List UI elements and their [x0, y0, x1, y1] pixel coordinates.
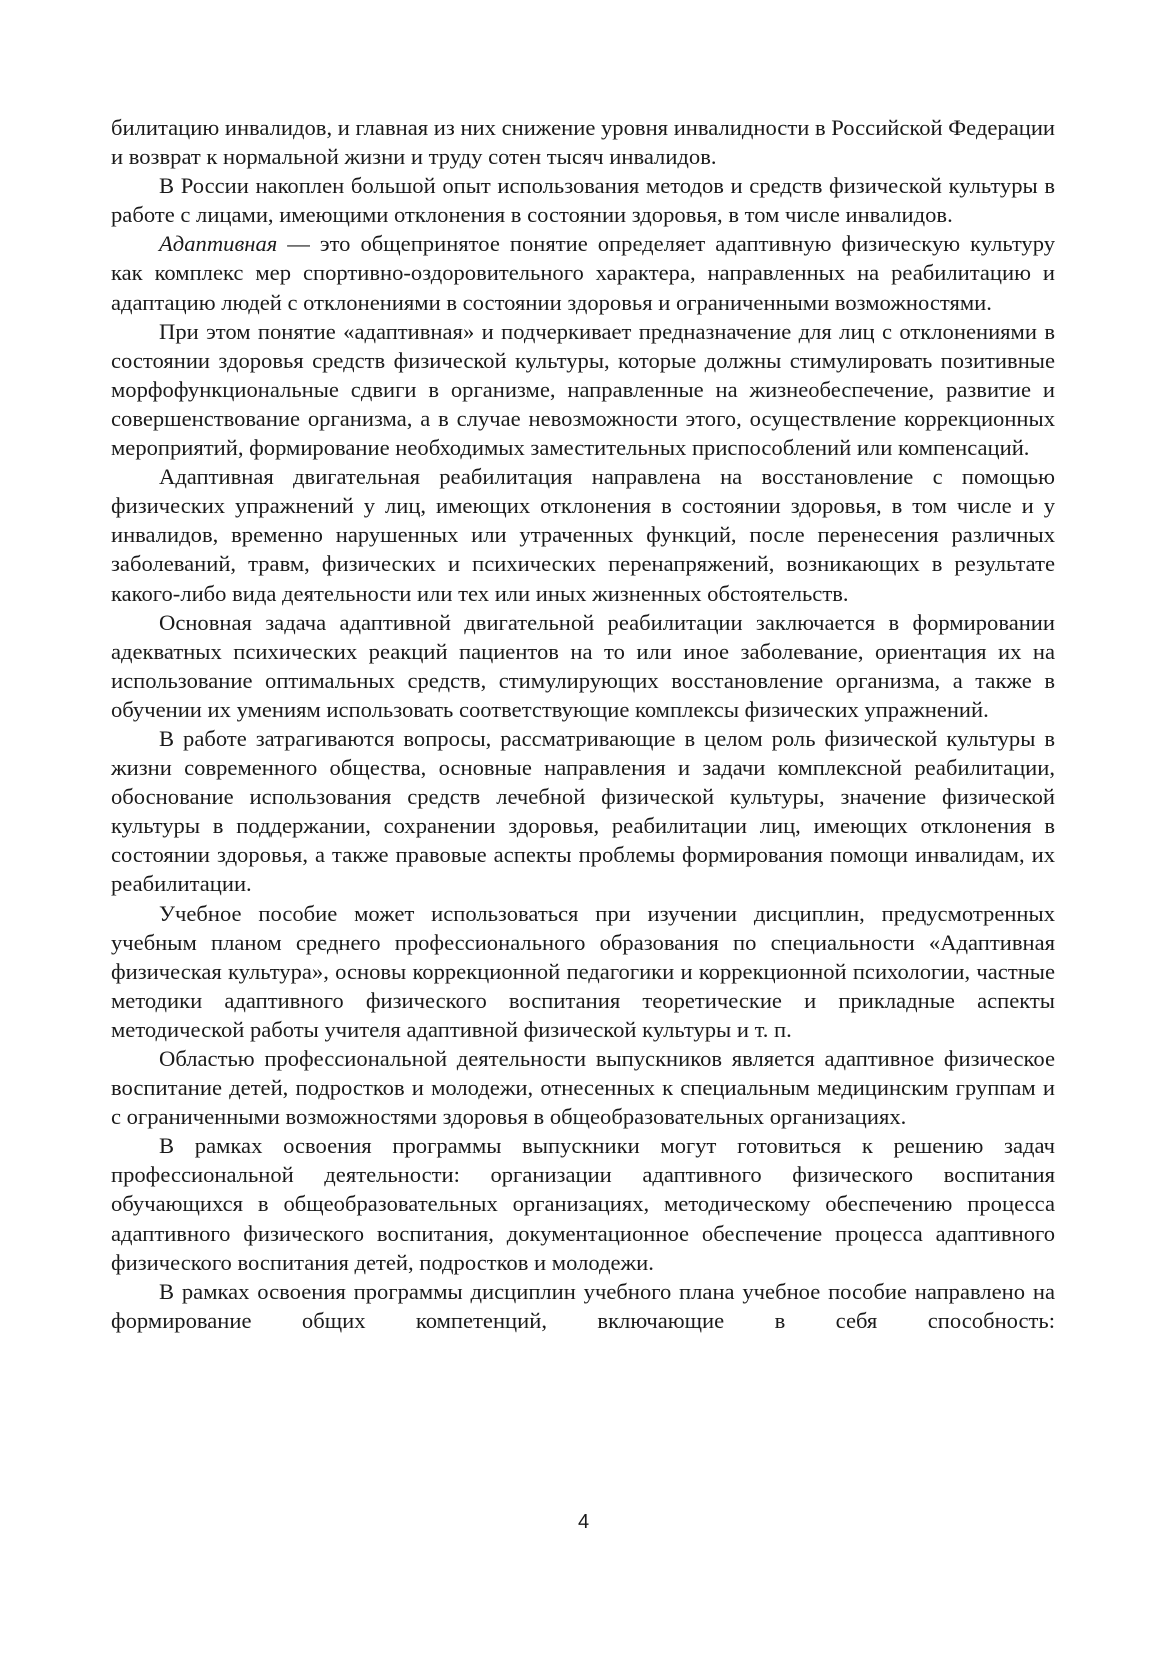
paragraph-adaptive-purpose: При этом понятие «адаптивная» и подчеркивает предназначение для лиц с отклонениями в состоянии здоровья средств физической культуры, которые должны стимулировать позитивные морфофункциональные сдвиги в организме, направленные на жизнеобеспечение, развитие и совершенствование организма, а в случае невозможности этого, осуществление коррекционных мероприятий, формирование необходимых заместительных приспособлений или компенсаций. [111, 318, 1055, 461]
paragraph-russia-experience: В России накоплен большой опыт использования методов и средств физической культуры в работе с лицами, имеющими отклонения в состоянии здоровья, в том числе инвалидов. [111, 173, 1055, 228]
paragraph-professional-field: Областью профессиональной деятельности выпускников является адаптивное физическое воспитание детей, подростков и молодежи, отнесенных к специальным медицинским группам и с ограниченными возможностями здоровья в общеобразовательных организациях. [111, 1046, 1055, 1130]
paragraph-work-issues: В работе затрагиваются вопросы, рассматривающие в целом роль физической культуры в жизни современного общества, основные направления и задачи комплексной реабилитации, обоснование использования средств лечебной физической культуры, значение физической культуры в поддержании, сохранении здоровья, реабилитации лиц, имеющих отклонения в состоянии здоровья, а также правовые аспекты проблемы формирования помощи инвалидам, их реабилитации. [111, 725, 1055, 897]
paragraph-competencies: В рамках освоения программы дисциплин учебного плана учебное пособие направлено на формирование общих компетенций, включающие в себя способность: [111, 1278, 1055, 1333]
paragraph-adaptive-definition [111, 229, 1055, 316]
paragraph-motor-rehabilitation: Адаптивная двигательная реабилитация направлена на восстановление с помощью физических упражнений у лиц, имеющих отклонения в состоянии здоровья, в том числе и у инвалидов, временно нарушенных или утраченных функций, после перенесения различных заболеваний, травм, физических и психических перенапряжений, возникающих в результате какого-либо вида деятельности или тех или иных жизненных обстоятельств. [111, 464, 1055, 606]
paragraph-program-tasks: В рамках освоения программы выпускники могут готовиться к решению задач профессиональной деятельности: организации адаптивного физического воспитания обучающихся в общеобразовательных организациях, методическому обеспечению процесса адаптивного физического воспитания, документационное обеспечение процесса адаптивного физического воспитания детей, подростков и молодежи. [111, 1133, 1055, 1275]
term-adaptive: Адаптивная [159, 231, 278, 257]
paragraph-continuation: билитацию инвалидов, и главная из них снижение уровня инвалидности в Российской Федерации и возврат к нормальной жизни и труду сотен тысяч инвалидов. [111, 115, 1055, 170]
document-body [111, 113, 1055, 1335]
page-number: 4 [577, 1511, 590, 1533]
definition-text: — это общепринятое понятие определяет адаптивную физическую культуру как комплекс мер спортивно-оздоровительного характера, направленных на реабилитацию и адаптацию людей с отклонениями в состоянии здоровья и ограниченными возможностями. [111, 231, 1055, 315]
paragraph-textbook-usage: Учебное пособие может использоваться при изучении дисциплин, предусмотренных учебным планом среднего профессионального образования по специальности «Адаптивная физическая культура», основы коррекционной педагогики и коррекционной психологии, частные методики адаптивного физического воспитания теоретические и прикладные аспекты методической работы учителя адаптивной физической культуры и т. п. [111, 900, 1055, 1042]
paragraph-main-task: Основная задача адаптивной двигательной реабилитации заключается в формировании адекватных психических реакций пациентов на то или иное заболевание, ориентация их на использование оптимальных средств, стимулирующих восстановление организма, а также в обучении их умениям использовать соответствующие комплексы физических упражнений. [111, 609, 1055, 722]
